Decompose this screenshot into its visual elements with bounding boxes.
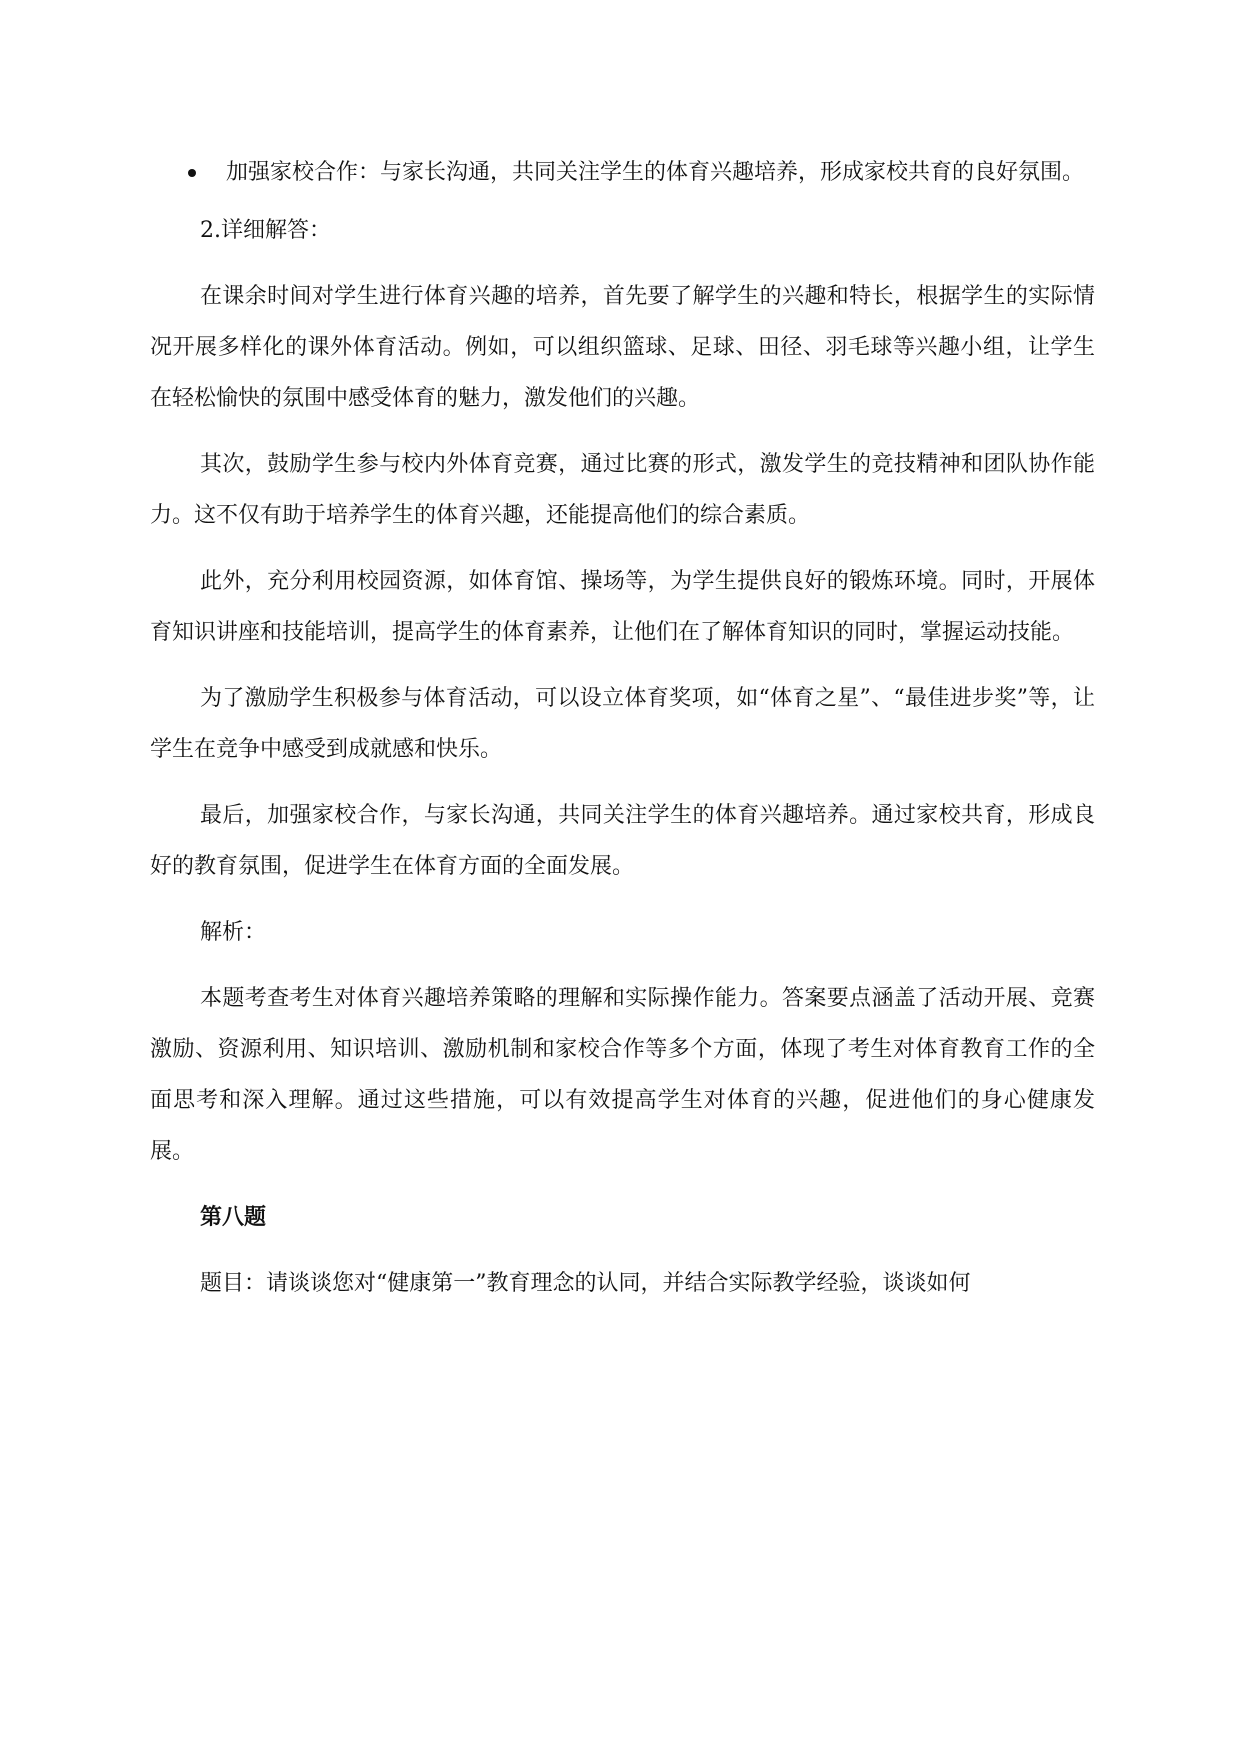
answer-paragraph-4: 为了激励学生积极参与体育活动，可以设立体育奖项，如“体育之星”、“最佳进步奖”等，让学生在竞争中感受到成就感和快乐。: [150, 686, 1095, 762]
bullet-text: 加强家校合作：与家长沟通，共同关注学生的体育兴趣培养，形成家校共育的良好氛围。: [226, 160, 1085, 185]
analysis-label: 解析：: [200, 920, 267, 945]
bullet-dot-icon: [188, 169, 196, 177]
document-body: [150, 140, 1095, 1324]
answer-paragraph-2: 其次，鼓励学生参与校内外体育竞赛，通过比赛的形式，激发学生的竞技精神和团队协作能力。这不仅有助于培养学生的体育兴趣，还能提高他们的综合素质。: [150, 452, 1095, 528]
bullet-item: [150, 140, 1095, 205]
answer-paragraph-3: 此外，充分利用校园资源，如体育馆、操场等，为学生提供良好的锻炼环境。同时，开展体育知识讲座和技能培训，提高学生的体育素养，让他们在了解体育知识的同时，掌握运动技能。: [150, 569, 1095, 645]
analysis-paragraph: 本题考查考生对体育兴趣培养策略的理解和实际操作能力。答案要点涵盖了活动开展、竞赛激励、资源利用、知识培训、激励机制和家校合作等多个方面，体现了考生对体育教育工作的全面思考和深入理解。通过这些措施，可以有效提高学生对体育的兴趣，促进他们的身心健康发展。: [150, 986, 1095, 1164]
answer-paragraph-5: 最后，加强家校合作，与家长沟通，共同关注学生的体育兴趣培养。通过家校共育，形成良好的教育氛围，促进学生在体育方面的全面发展。: [150, 803, 1095, 879]
question-heading: 第八题: [200, 1205, 267, 1230]
question-text: 题目：请谈谈您对“健康第一”教育理念的认同，并结合实际教学经验，谈谈如何: [200, 1271, 971, 1296]
section-label: 2.详细解答：: [200, 218, 331, 243]
answer-paragraph-1: 在课余时间对学生进行体育兴趣的培养，首先要了解学生的兴趣和特长，根据学生的实际情况开展多样化的课外体育活动。例如，可以组织篮球、足球、田径、羽毛球等兴趣小组，让学生在轻松愉快的氛围中感受体育的魅力，激发他们的兴趣。: [150, 284, 1095, 411]
